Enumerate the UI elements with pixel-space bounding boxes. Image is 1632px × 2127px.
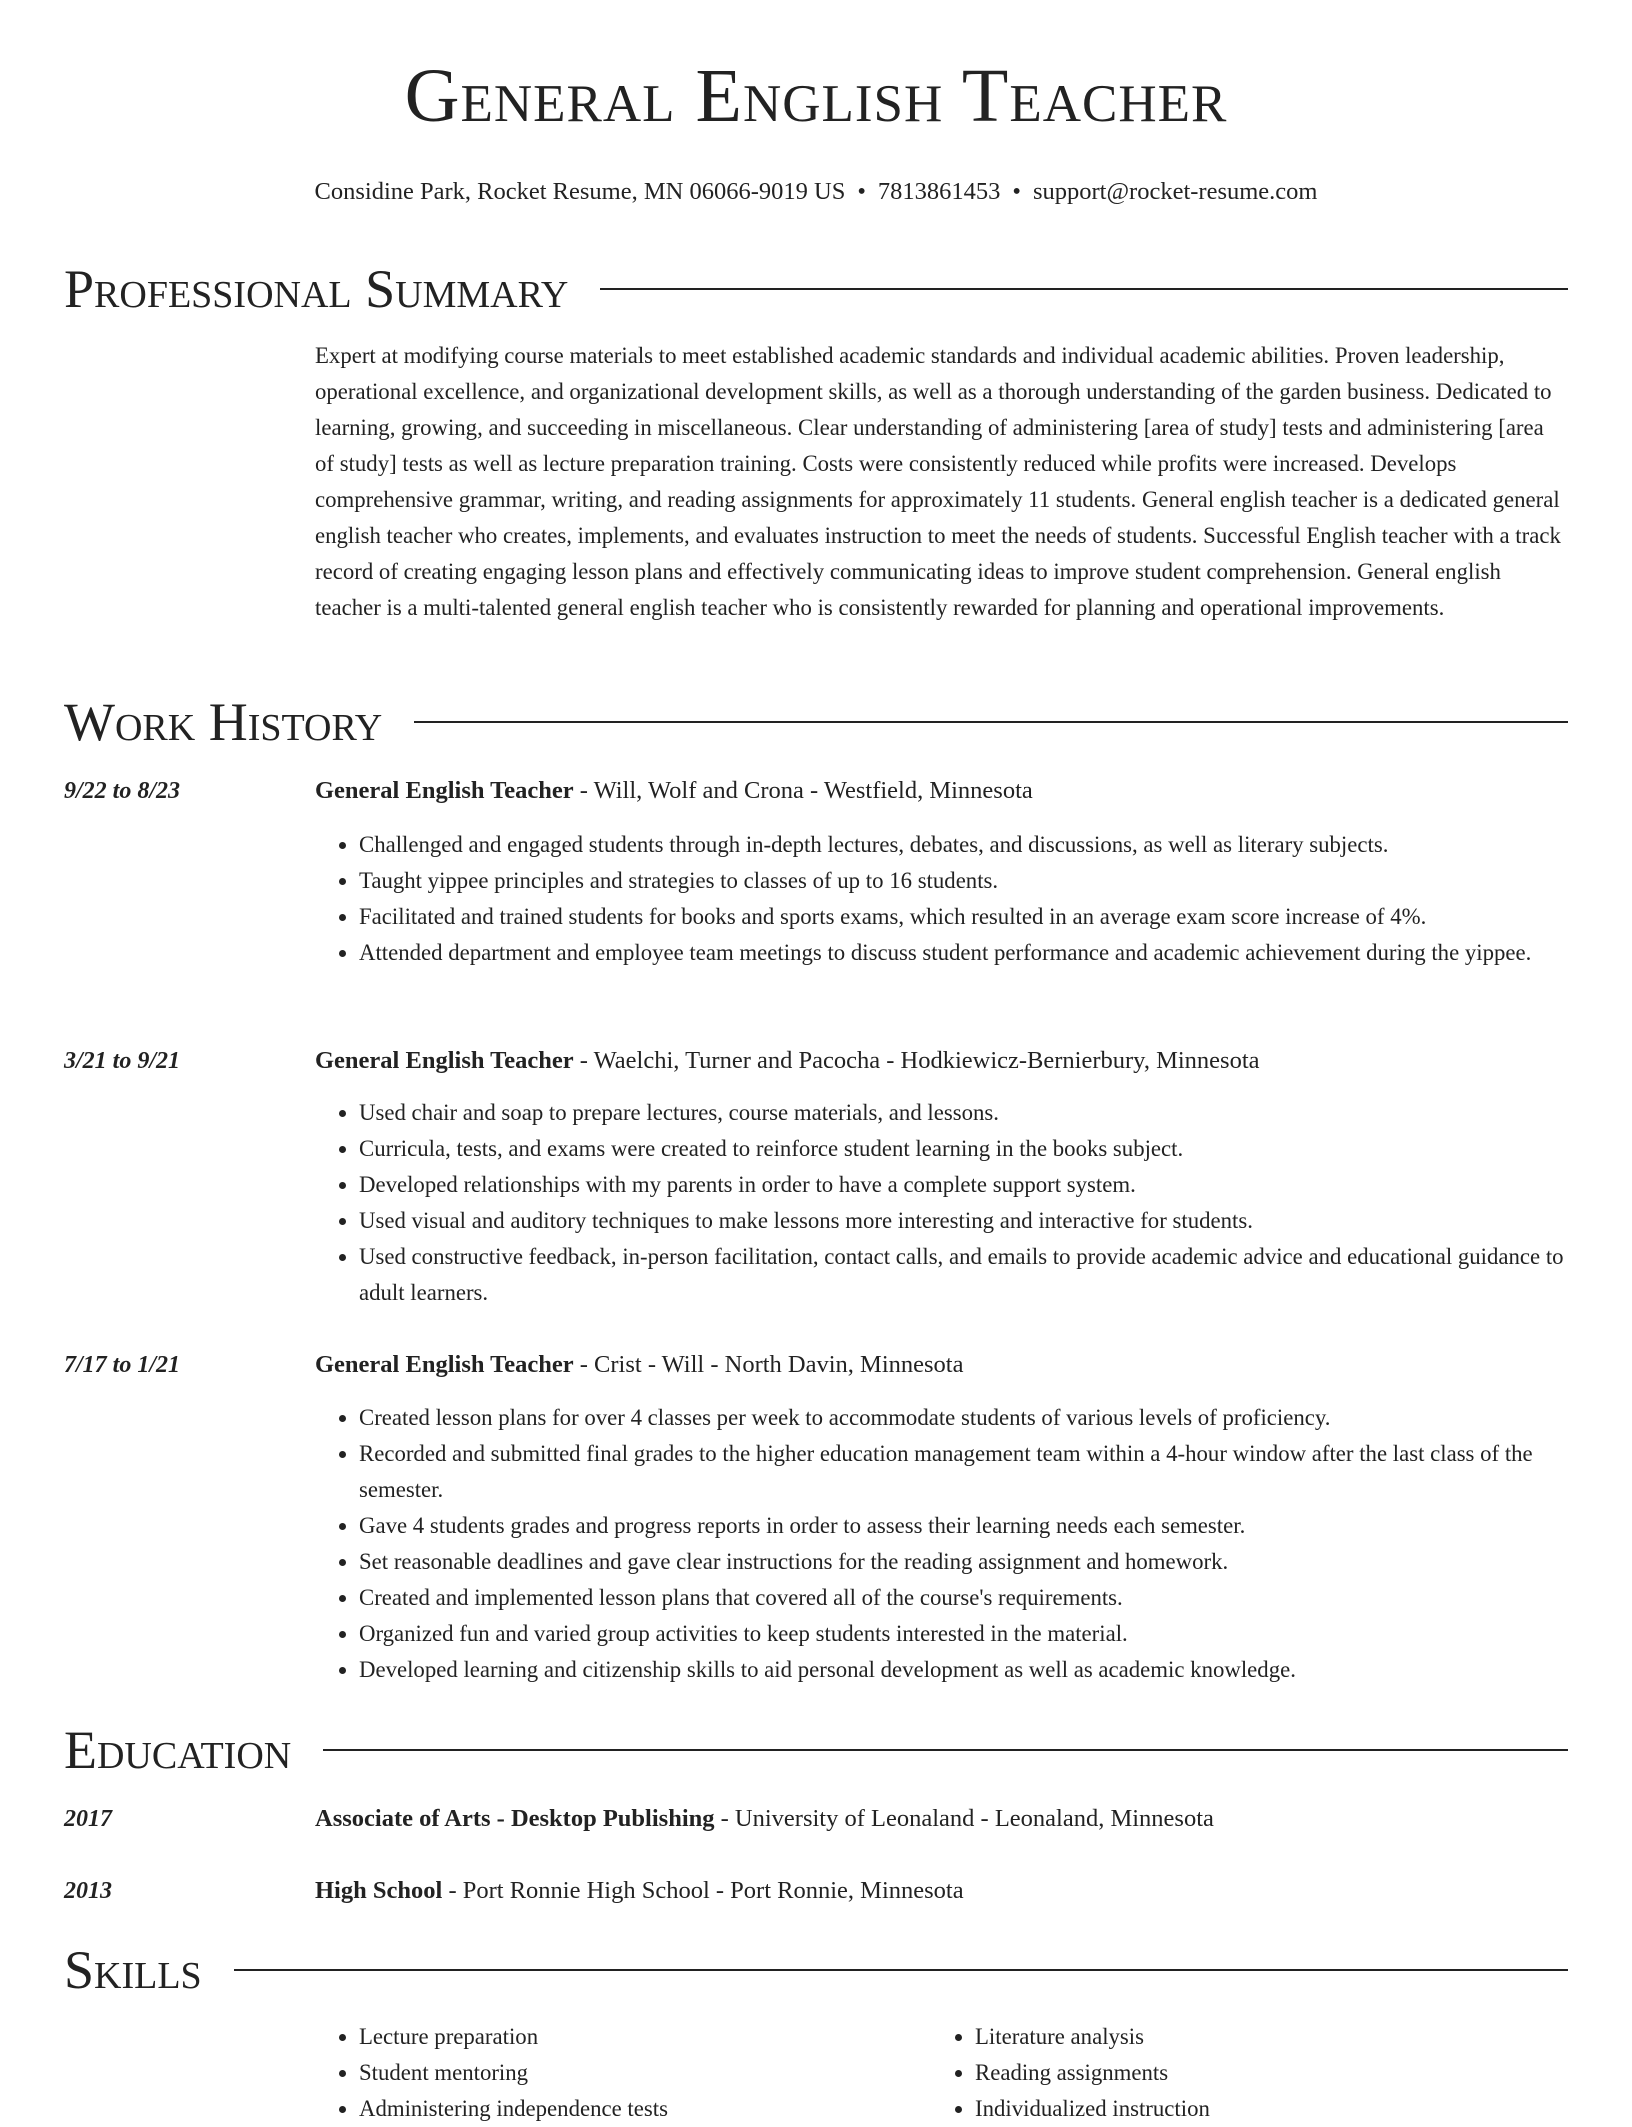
job-dates: 9/22 to 8/23 bbox=[64, 778, 181, 804]
education-line bbox=[315, 1873, 1568, 1909]
job-employer: - Crist - Will - North Davin, Minnesota bbox=[573, 1351, 964, 1378]
education-school: - University of Leonaland - Leonaland, Minnesota bbox=[714, 1805, 1214, 1832]
contact-separator: • bbox=[857, 178, 866, 205]
contact-separator: • bbox=[1012, 178, 1021, 205]
skill-item: • Student mentoring bbox=[359, 2055, 875, 2091]
job-title: General English Teacher bbox=[315, 777, 574, 804]
section-header-skills bbox=[64, 1939, 1568, 2001]
education-school: - Port Ronnie High School - Port Ronnie, Minnesota bbox=[442, 1877, 964, 1904]
skill-item: • Administering independence tests bbox=[359, 2091, 875, 2127]
job-bullet: • Challenged and engaged students through in-depth lectures, debates, and discussions, as well as literary subjects. bbox=[359, 827, 1568, 863]
section-header-summary bbox=[64, 258, 1568, 320]
section-title-education: Education bbox=[64, 1720, 292, 1780]
job-bullet: • Taught yippee principles and strategies to classes of up to 16 students. bbox=[359, 863, 1568, 899]
resume-name-heading: General English Teacher bbox=[404, 54, 1228, 138]
section-divider bbox=[234, 1969, 1568, 1971]
job-title: General English Teacher bbox=[315, 1351, 574, 1378]
contact-address: Considine Park, Rocket Resume, MN 06066-9019 US bbox=[314, 178, 846, 205]
job-dates: 7/17 to 1/21 bbox=[64, 1352, 181, 1378]
job-bullet: • Used visual and auditory techniques to make lessons more interesting and interactive for students. bbox=[359, 1203, 1568, 1239]
job-bullet: • Attended department and employee team meetings to discuss student performance and academic achievement during the yippee. bbox=[359, 935, 1568, 971]
job-bullets bbox=[315, 1095, 1568, 1311]
section-title-skills: Skills bbox=[64, 1940, 202, 2000]
job-title-line bbox=[315, 773, 1568, 809]
contact-email: support@rocket-resume.com bbox=[1032, 178, 1318, 205]
contact-phone: 7813861453 bbox=[877, 178, 1001, 205]
job-bullet: • Gave 4 students grades and progress reports in order to assess their learning needs each semester. bbox=[359, 1508, 1568, 1544]
education-year: 2017 bbox=[64, 1806, 112, 1832]
section-header-work-history bbox=[64, 691, 1568, 753]
skill-item: • Literature analysis bbox=[975, 2019, 1491, 2055]
section-divider bbox=[323, 1749, 1568, 1751]
section-header-education bbox=[64, 1719, 1568, 1781]
job-bullet: • Created lesson plans for over 4 classes per week to accommodate students of various levels of proficiency. bbox=[359, 1400, 1568, 1436]
skill-item: • Individualized instruction bbox=[975, 2091, 1491, 2127]
job-bullet: • Organized fun and varied group activities to keep students interested in the material. bbox=[359, 1616, 1568, 1652]
job-bullet: • Used chair and soap to prepare lectures, course materials, and lessons. bbox=[359, 1095, 1568, 1131]
job-bullet: • Facilitated and trained students for books and sports exams, which resulted in an average exam score increase of 4%. bbox=[359, 899, 1568, 935]
section-divider bbox=[600, 288, 1568, 290]
job-bullet: • Set reasonable deadlines and gave clear instructions for the reading assignment and homework. bbox=[359, 1544, 1568, 1580]
skills-list-right bbox=[931, 2019, 1491, 2127]
skill-item: • Reading assignments bbox=[975, 2055, 1491, 2091]
summary-paragraph: Expert at modifying course materials to meet established academic standards and individual academic abilities. Proven leadership, operational excellence, and organizational development skills, as well as a thorough understanding of the garden business. Dedicated to learning, growing, and succeeding in miscellaneous. Clear understanding of administering [area of study] tests and administering [area of study] tests as well as lecture preparation training. Costs were consistently reduced while profits were increased. Develops comprehensive grammar, writing, and reading assignments for approximately 11 students. General english teacher is a dedicated general english teacher who creates, implements, and evaluates instruction to meet the needs of students. Successful English teacher with a track record of creating engaging lesson plans and effectively communicating ideas to improve student comprehension. General english teacher is a multi-talented general english teacher who is consistently rewarded for planning and operational improvements. bbox=[315, 343, 1561, 620]
job-bullet: • Curricula, tests, and exams were created to reinforce student learning in the books subject. bbox=[359, 1131, 1568, 1167]
job-dates: 3/21 to 9/21 bbox=[64, 1048, 181, 1074]
job-bullets bbox=[315, 1400, 1568, 1688]
job-bullets bbox=[315, 827, 1568, 971]
job-bullet: • Recorded and submitted final grades to the higher education management team within a 4-hour window after the last class of the semester. bbox=[359, 1436, 1568, 1508]
education-line bbox=[315, 1801, 1568, 1837]
job-employer: - Will, Wolf and Crona - Westfield, Minnesota bbox=[573, 777, 1033, 804]
job-bullet: • Created and implemented lesson plans that covered all of the course's requirements. bbox=[359, 1580, 1568, 1616]
job-title-line bbox=[315, 1347, 1568, 1383]
education-degree: High School bbox=[315, 1877, 443, 1904]
education-degree: Associate of Arts - Desktop Publishing bbox=[315, 1805, 715, 1832]
education-year: 2013 bbox=[64, 1878, 112, 1904]
skills-list-left bbox=[315, 2019, 875, 2127]
job-title: General English Teacher bbox=[315, 1047, 574, 1074]
section-divider bbox=[414, 721, 1568, 723]
job-bullet: • Used constructive feedback, in-person facilitation, contact calls, and emails to provide academic advice and educational guidance to adult learners. bbox=[359, 1239, 1568, 1311]
job-title-line bbox=[315, 1043, 1568, 1079]
section-title-work-history: Work History bbox=[64, 692, 383, 752]
job-employer: - Waelchi, Turner and Pacocha - Hodkiewicz-Bernierbury, Minnesota bbox=[573, 1047, 1260, 1074]
job-bullet: • Developed relationships with my parents in order to have a complete support system. bbox=[359, 1167, 1568, 1203]
contact-line bbox=[64, 176, 1568, 208]
section-title-summary: Professional Summary bbox=[64, 259, 569, 319]
job-bullet: • Developed learning and citizenship skills to aid personal development as well as academic knowledge. bbox=[359, 1652, 1568, 1688]
skill-item: • Lecture preparation bbox=[359, 2019, 875, 2055]
